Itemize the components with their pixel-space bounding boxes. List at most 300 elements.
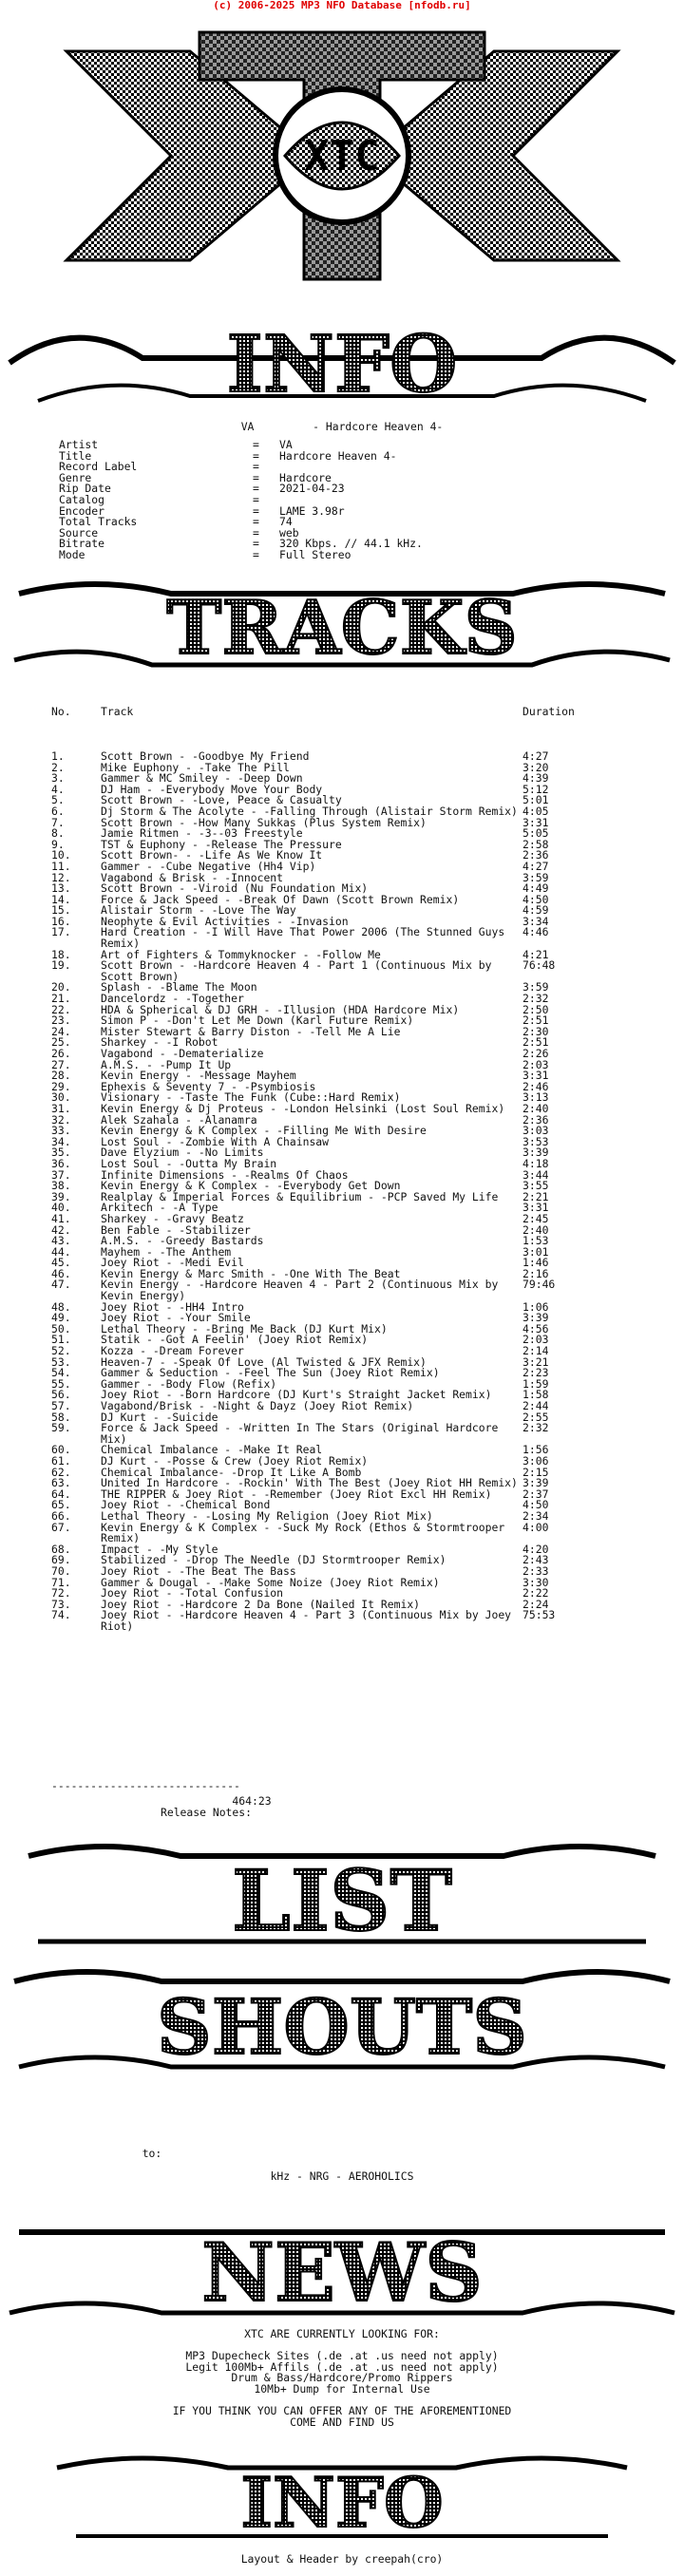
track-duration: 2:30 xyxy=(522,1024,549,1038)
track-number: 53. xyxy=(51,1354,71,1369)
info-equals: = xyxy=(253,537,259,551)
track-number: 11. xyxy=(51,859,71,873)
info-key: Artist xyxy=(59,438,99,451)
track-number: 22. xyxy=(51,1002,71,1016)
xtc-logo-art xyxy=(0,13,684,298)
track-number: 57. xyxy=(51,1399,71,1412)
track-number: 44. xyxy=(51,1244,71,1259)
track-duration: 2:26 xyxy=(522,1047,549,1060)
release-title-line: VA - Hardcore Heaven 4- xyxy=(240,420,444,433)
info-key: Mode xyxy=(59,547,86,561)
track-title: Scott Brown- - -Life As We Know It xyxy=(101,848,323,862)
info-row xyxy=(59,492,423,506)
track-title: Dj Storm & The Acolyte - -Falling Through (Alistair Storm Remix) xyxy=(101,804,518,818)
track-duration: 5:12 xyxy=(522,782,549,796)
track-number: 60. xyxy=(51,1443,71,1457)
track-duration: 3:39 xyxy=(522,1476,549,1490)
track-duration: 4:05 xyxy=(522,804,549,818)
track-title: Kevin Energy & Marc Smith - -One With The Beat xyxy=(101,1266,401,1280)
track-title: Vagabond/Brisk - -Night & Dayz (Joey Riot Remix) xyxy=(101,1399,414,1412)
track-title: Sharkey - -I Robot xyxy=(101,1035,218,1050)
nfodb-copyright-link[interactable]: (c) 2006-2025 MP3 NFO Database [nfodb.ru] xyxy=(213,0,471,11)
track-title: DJ Kurt - -Suicide xyxy=(101,1410,218,1424)
track-number: 46. xyxy=(51,1266,71,1280)
info-key: Total Tracks xyxy=(59,515,138,529)
info-value: VA xyxy=(279,438,293,451)
info-equals: = xyxy=(253,515,259,529)
track-title: Dave Elyzium - -No Limits xyxy=(101,1146,264,1160)
info-row xyxy=(59,517,423,528)
info-value: Hardcore xyxy=(279,470,332,484)
track-title: Stabilized - -Drop The Needle (DJ Stormtrooper Remix) xyxy=(101,1553,446,1567)
track-duration: 2:24 xyxy=(522,1597,549,1611)
info-row xyxy=(59,483,423,495)
track-duration: 76:48 xyxy=(522,958,556,973)
track-title: Chemical Imbalance - -Make It Real xyxy=(101,1443,323,1457)
track-duration: 2:22 xyxy=(522,1586,549,1601)
track-number: 65. xyxy=(51,1498,71,1512)
track-title: Gammer & Seduction - -Feel The Sun (Joey Riot Remix) xyxy=(101,1366,440,1380)
track-number: 17. xyxy=(51,925,71,939)
track-title: Alistair Storm - -Love The Way xyxy=(101,903,296,918)
track-duration: 3:03 xyxy=(522,1124,549,1138)
release-info-block xyxy=(59,440,423,561)
track-duration: 4:27 xyxy=(522,748,549,763)
track-title: Gammer - -Body Flow (Refix) xyxy=(101,1376,277,1391)
total-separator: ----------------------------- xyxy=(51,1779,240,1792)
track-row xyxy=(51,960,659,982)
track-title: Scott Brown - -Love, Peace & Casualty xyxy=(101,793,342,807)
track-title: Kozza - -Dream Forever xyxy=(101,1344,244,1358)
track-duration: 3:13 xyxy=(522,1090,549,1105)
track-number: 4. xyxy=(51,782,65,796)
track-number: 59. xyxy=(51,1421,71,1435)
track-number: 32. xyxy=(51,1112,71,1127)
info-row xyxy=(59,539,423,550)
track-title: United In Hardcore - -Rockin' With The Best (Joey Riot HH Remix) xyxy=(101,1476,518,1490)
info-equals: = xyxy=(253,492,259,506)
track-number: 48. xyxy=(51,1299,71,1314)
track-duration: 2:58 xyxy=(522,837,549,851)
track-title: Joey Riot - -HH4 Intro xyxy=(101,1299,244,1314)
track-number: 8. xyxy=(51,826,65,841)
track-row xyxy=(51,1423,659,1445)
track-number: 13. xyxy=(51,881,71,896)
track-number: 25. xyxy=(51,1035,71,1050)
track-duration: 2:45 xyxy=(522,1211,549,1225)
track-duration: 2:16 xyxy=(522,1266,549,1280)
track-title: Joey Riot - -Born Hardcore (DJ Kurt's Straight Jacket Remix) xyxy=(101,1388,492,1402)
track-title: Art of Fighters & Tommyknocker - -Follow Me xyxy=(101,947,381,961)
track-number: 20. xyxy=(51,980,71,994)
track-number: 63. xyxy=(51,1476,71,1490)
track-title: A.M.S. - -Pump It Up xyxy=(101,1057,232,1071)
track-number: 26. xyxy=(51,1047,71,1060)
track-number: 71. xyxy=(51,1575,71,1589)
track-number: 18. xyxy=(51,947,71,961)
info-key: Genre xyxy=(59,470,92,484)
track-title: Joey Riot - -Medi Evil xyxy=(101,1256,244,1270)
track-title: Kevin Energy & K Complex - -Filling Me With Desire xyxy=(101,1124,427,1138)
track-duration: 3:53 xyxy=(522,1134,549,1148)
track-title: Scott Brown - -Goodbye My Friend xyxy=(101,748,310,763)
track-duration: 1:59 xyxy=(522,1376,549,1391)
track-number: 64. xyxy=(51,1487,71,1501)
track-number: 47. xyxy=(51,1278,71,1292)
track-number: 70. xyxy=(51,1563,71,1578)
track-number: 36. xyxy=(51,1156,71,1170)
track-number: 24. xyxy=(51,1024,71,1038)
track-duration: 3:30 xyxy=(522,1575,549,1589)
track-number: 27. xyxy=(51,1057,71,1071)
track-number: 10. xyxy=(51,848,71,862)
track-duration: 2:36 xyxy=(522,1112,549,1127)
track-duration: 2:44 xyxy=(522,1399,549,1412)
track-number: 9. xyxy=(51,837,65,851)
track-title: Mike Euphony - -Take The Pill xyxy=(101,760,290,774)
info-equals: = xyxy=(253,547,259,561)
track-number: 19. xyxy=(51,958,71,973)
track-duration: 4:46 xyxy=(522,925,549,939)
info-key: Source xyxy=(59,525,99,540)
track-title: Joey Riot - -Hardcore Heaven 4 - Part 3 (Continuous Mix by Joey Riot) xyxy=(101,1608,518,1633)
track-number: 51. xyxy=(51,1333,71,1347)
list-banner-text: LIST xyxy=(231,1851,453,1950)
track-duration: 3:21 xyxy=(522,1354,549,1369)
track-title: Alek Szahala - -Alanamra xyxy=(101,1112,257,1127)
track-title: HDA & Spherical & DJ GRH - -Illusion (HDA Hardcore Mix) xyxy=(101,1002,460,1016)
track-number: 72. xyxy=(51,1586,71,1601)
info-equals: = xyxy=(253,503,259,518)
track-duration: 2:34 xyxy=(522,1508,549,1523)
news-line: Drum & Bass/Hardcore/Promo Rippers xyxy=(231,2371,453,2385)
track-title: Neophyte & Evil Activities - -Invasion xyxy=(101,914,349,928)
track-number: 40. xyxy=(51,1201,71,1215)
track-number: 30. xyxy=(51,1090,71,1105)
track-number: 31. xyxy=(51,1101,71,1115)
track-number: 43. xyxy=(51,1234,71,1248)
track-duration: 75:53 xyxy=(522,1608,556,1622)
total-duration: 464:23 xyxy=(232,1794,272,1808)
track-title: Force & Jack Speed - -Break Of Dawn (Scott Brown Remix) xyxy=(101,892,460,906)
track-duration: 1:53 xyxy=(522,1234,549,1248)
tracklist xyxy=(51,685,659,1643)
track-title: Mayhem - -The Anthem xyxy=(101,1244,232,1259)
track-title: Hard Creation - -I Will Have That Power 2006 (The Stunned Guys Remix) xyxy=(101,925,512,951)
track-number: 68. xyxy=(51,1542,71,1556)
track-duration: 5:05 xyxy=(522,826,549,841)
track-title: Scott Brown - -How Many Sukkas (Plus System Remix) xyxy=(101,815,427,829)
tracks-banner-text: TRACKS xyxy=(166,585,518,672)
col-no-header: No. xyxy=(51,705,71,719)
track-duration: 1:06 xyxy=(522,1299,549,1314)
track-number: 2. xyxy=(51,760,65,774)
track-duration: 1:56 xyxy=(522,1443,549,1457)
track-duration: 3:01 xyxy=(522,1244,549,1259)
track-duration: 3:31 xyxy=(522,1069,549,1083)
info-value: 320 Kbps. // 44.1 kHz. xyxy=(279,537,423,551)
track-title: Ben Fable - -Stabilizer xyxy=(101,1222,251,1237)
shouts-list: kHz - NRG - AEROHOLICS xyxy=(270,2169,414,2183)
track-title: Ephexis & Seventy 7 - -Psymbiosis xyxy=(101,1079,316,1093)
track-duration: 4:21 xyxy=(522,947,549,961)
news-text xyxy=(0,2329,684,2428)
list-banner-art xyxy=(0,1837,684,1951)
track-duration: 79:46 xyxy=(522,1278,556,1292)
logo-letters: XTC xyxy=(304,132,380,180)
track-duration: 4:20 xyxy=(522,1542,549,1556)
news-banner-art xyxy=(0,2213,684,2323)
tracklist-header xyxy=(51,707,659,718)
track-number: 56. xyxy=(51,1388,71,1402)
track-number: 1. xyxy=(51,748,65,763)
track-duration: 3:31 xyxy=(522,815,549,829)
track-duration: 2:46 xyxy=(522,1079,549,1093)
info-equals: = xyxy=(253,460,259,474)
track-number: 6. xyxy=(51,804,65,818)
track-title: Kevin Energy - -Message Mayhem xyxy=(101,1069,296,1083)
track-title: Joey Riot - -Chemical Bond xyxy=(101,1498,271,1512)
track-duration: 3:59 xyxy=(522,980,549,994)
track-duration: 2:36 xyxy=(522,848,549,862)
track-duration: 3:39 xyxy=(522,1311,549,1325)
news-line: 10Mb+ Dump for Internal Use xyxy=(254,2381,430,2396)
footer-info-text: INFO xyxy=(240,2462,444,2543)
track-title: Heaven-7 - -Speak Of Love (Al Twisted & JFX Remix) xyxy=(101,1354,427,1369)
track-title: Splash - -Blame The Moon xyxy=(101,980,257,994)
info-key: Rip Date xyxy=(59,482,111,496)
track-number: 55. xyxy=(51,1376,71,1391)
track-number: 67. xyxy=(51,1520,71,1534)
track-row xyxy=(51,1520,659,1545)
track-duration: 2:51 xyxy=(522,1013,549,1028)
track-title: Mister Stewart & Barry Diston - -Tell Me A Lie xyxy=(101,1024,401,1038)
track-number: 23. xyxy=(51,1013,71,1028)
track-number: 69. xyxy=(51,1553,71,1567)
track-title: Vagabond - -Dematerialize xyxy=(101,1047,264,1060)
track-number: 66. xyxy=(51,1508,71,1523)
info-value: Full Stereo xyxy=(279,547,352,561)
track-title: Force & Jack Speed - -Written In The Stars (Original Hardcore Mix) xyxy=(101,1421,505,1446)
news-line: XTC ARE CURRENTLY LOOKING FOR: xyxy=(244,2327,440,2340)
track-title: Visionary - -Taste The Funk (Cube::Hard Remix) xyxy=(101,1090,401,1105)
track-duration: 4:00 xyxy=(522,1520,549,1534)
track-duration: 5:01 xyxy=(522,793,549,807)
track-number: 14. xyxy=(51,892,71,906)
news-line: MP3 Dupecheck Sites (.de .at .us need not apply) xyxy=(185,2349,499,2363)
track-title: Gammer - -Cube Negative (Hh4 Vip) xyxy=(101,859,316,873)
track-title: Kevin Energy & K Complex - -Everybody Get Down xyxy=(101,1179,401,1193)
info-value: 74 xyxy=(279,515,293,529)
track-duration: 2:15 xyxy=(522,1465,549,1479)
track-number: 21. xyxy=(51,992,71,1006)
track-number: 33. xyxy=(51,1124,71,1138)
info-equals: = xyxy=(253,525,259,540)
track-title: Kevin Energy & Dj Proteus - -London Helsinki (Lost Soul Remix) xyxy=(101,1101,505,1115)
col-duration-header: Duration xyxy=(522,705,575,719)
track-duration: 2:14 xyxy=(522,1344,549,1358)
track-title: Sharkey - -Gravy Beatz xyxy=(101,1211,244,1225)
track-number: 29. xyxy=(51,1079,71,1093)
track-row xyxy=(51,927,659,949)
track-duration: 1:58 xyxy=(522,1388,549,1402)
track-duration: 2:40 xyxy=(522,1222,549,1237)
shouts-to-label: to: xyxy=(142,2147,162,2160)
track-duration: 2:23 xyxy=(522,1366,549,1380)
tracks-banner-art xyxy=(0,570,684,674)
track-title: Scott Brown - -Viroid (Nu Foundation Mix) xyxy=(101,881,369,896)
col-track-header: Track xyxy=(101,705,134,719)
track-title: Chemical Imbalance- -Drop It Like A Bomb xyxy=(101,1465,362,1479)
news-banner-text: NEWS xyxy=(201,2226,483,2320)
track-duration: 2:03 xyxy=(522,1333,549,1347)
track-number: 52. xyxy=(51,1344,71,1358)
track-number: 7. xyxy=(51,815,65,829)
info-equals: = xyxy=(253,438,259,451)
release-notes-label: Release Notes: xyxy=(160,1806,252,1819)
track-number: 39. xyxy=(51,1189,71,1203)
track-number: 74. xyxy=(51,1608,71,1622)
track-duration: 2:50 xyxy=(522,1002,549,1016)
info-key: Catalog xyxy=(59,492,105,506)
track-duration: 3:20 xyxy=(522,760,549,774)
track-title: Dancelordz - -Together xyxy=(101,992,244,1006)
track-title: Simon P - -Don't Let Me Down (Karl Future Remix) xyxy=(101,1013,414,1028)
info-row xyxy=(59,470,423,484)
track-title: Realplay & Imperial Forces & Equilibrium - -PCP Saved My Life xyxy=(101,1189,499,1203)
track-duration: 3:44 xyxy=(522,1167,549,1182)
info-banner-art xyxy=(0,306,684,418)
info-row xyxy=(59,462,423,473)
track-number: 61. xyxy=(51,1453,71,1468)
track-number: 34. xyxy=(51,1134,71,1148)
track-title: TST & Euphony - -Release The Pressure xyxy=(101,837,342,851)
track-duration: 1:46 xyxy=(522,1256,549,1270)
track-title: Scott Brown - -Hardcore Heaven 4 - Part 1 (Continuous Mix by Scott Brown) xyxy=(101,958,499,983)
track-title: Joey Riot - -The Beat The Bass xyxy=(101,1563,296,1578)
info-key: Bitrate xyxy=(59,537,105,551)
news-line: IF YOU THINK YOU CAN OFFER ANY OF THE AFOREMENTIONED xyxy=(172,2404,512,2418)
track-number: 49. xyxy=(51,1311,71,1325)
track-number: 42. xyxy=(51,1222,71,1237)
track-duration: 4:56 xyxy=(522,1321,549,1335)
track-title: THE RIPPER & Joey Riot - -Remember (Joey Riot Excl HH Remix) xyxy=(101,1487,492,1501)
info-key: Title xyxy=(59,448,92,463)
info-key: Encoder xyxy=(59,503,105,518)
track-number: 37. xyxy=(51,1167,71,1182)
track-number: 41. xyxy=(51,1211,71,1225)
track-number: 54. xyxy=(51,1366,71,1380)
track-duration: 2:37 xyxy=(522,1487,549,1501)
track-title: Joey Riot - -Total Confusion xyxy=(101,1586,284,1601)
track-title: Vagabond & Brisk - -Innocent xyxy=(101,870,284,884)
track-duration: 4:50 xyxy=(522,1498,549,1512)
track-number: 38. xyxy=(51,1179,71,1193)
track-duration: 4:27 xyxy=(522,859,549,873)
track-duration: 4:59 xyxy=(522,903,549,918)
track-title: Jamie Ritmen - -3--03 Freestyle xyxy=(101,826,303,841)
track-title: Lost Soul - -Zombie With A Chainsaw xyxy=(101,1134,330,1148)
track-number: 45. xyxy=(51,1256,71,1270)
track-duration: 3:34 xyxy=(522,914,549,928)
track-duration: 2:33 xyxy=(522,1563,549,1578)
track-duration: 2:55 xyxy=(522,1410,549,1424)
tracklist-rows xyxy=(51,748,659,1633)
layout-credit: Layout & Header by creepah(cro) xyxy=(240,2552,444,2566)
info-equals: = xyxy=(253,448,259,463)
track-title: Infinite Dimensions - -Realms Of Chaos xyxy=(101,1167,349,1182)
track-duration: 3:39 xyxy=(522,1146,549,1160)
track-title: Statik - -Got A Feelin' (Joey Riot Remix) xyxy=(101,1333,369,1347)
track-number: 5. xyxy=(51,793,65,807)
track-number: 12. xyxy=(51,870,71,884)
info-equals: = xyxy=(253,482,259,496)
track-duration: 3:06 xyxy=(522,1453,549,1468)
track-number: 3. xyxy=(51,771,65,786)
track-title: Gammer & MC Smiley - -Deep Down xyxy=(101,771,303,786)
track-title: Joey Riot - -Hardcore 2 Da Bone (Nailed It Remix) xyxy=(101,1597,421,1611)
info-value: LAME 3.98r xyxy=(279,503,345,518)
track-duration: 2:21 xyxy=(522,1189,549,1203)
news-line: Legit 100Mb+ Affils (.de .at .us need not apply) xyxy=(185,2359,499,2374)
info-banner-text: INFO xyxy=(226,319,458,410)
track-title: Lethal Theory - -Bring Me Back (DJ Kurt Mix) xyxy=(101,1321,388,1335)
track-number: 62. xyxy=(51,1465,71,1479)
news-line: COME AND FIND US xyxy=(290,2415,394,2429)
track-title: Kevin Energy & K Complex - -Suck My Rock (Ethos & Stormtrooper Remix) xyxy=(101,1520,512,1545)
track-title: DJ Kurt - -Posse & Crew (Joey Riot Remix) xyxy=(101,1453,369,1468)
track-number: 50. xyxy=(51,1321,71,1335)
info-value: Hardcore Heaven 4- xyxy=(279,448,397,463)
info-row xyxy=(59,547,423,561)
track-duration: 2:03 xyxy=(522,1057,549,1071)
info-value: 2021-04-23 xyxy=(279,482,345,496)
track-row xyxy=(51,1279,659,1301)
info-value: web xyxy=(279,525,299,540)
track-title: A.M.S. - -Greedy Bastards xyxy=(101,1234,264,1248)
track-number: 58. xyxy=(51,1410,71,1424)
track-number: 73. xyxy=(51,1597,71,1611)
track-title: Lethal Theory - -Losing My Religion (Joey Riot Mix) xyxy=(101,1508,433,1523)
track-duration: 2:32 xyxy=(522,992,549,1006)
track-title: Lost Soul - -Outta My Brain xyxy=(101,1156,277,1170)
track-duration: 4:50 xyxy=(522,892,549,906)
track-number: 16. xyxy=(51,914,71,928)
track-number: 15. xyxy=(51,903,71,918)
track-duration: 2:40 xyxy=(522,1101,549,1115)
track-number: 28. xyxy=(51,1069,71,1083)
track-title: Kevin Energy - -Hardcore Heaven 4 - Part 2 (Continuous Mix by Kevin Energy) xyxy=(101,1278,505,1303)
track-duration: 2:43 xyxy=(522,1553,549,1567)
shouts-banner-art xyxy=(0,1962,684,2076)
track-duration: 3:55 xyxy=(522,1179,549,1193)
track-duration: 3:59 xyxy=(522,870,549,884)
info-key: Record Label xyxy=(59,460,138,474)
track-duration: 3:31 xyxy=(522,1201,549,1215)
track-title: DJ Ham - -Everybody Move Your Body xyxy=(101,782,323,796)
track-title: Arkitech - -A Type xyxy=(101,1201,218,1215)
track-title: Gammer & Dougal - -Make Some Noize (Joey Riot Remix) xyxy=(101,1575,440,1589)
info-equals: = xyxy=(253,470,259,484)
track-duration: 4:18 xyxy=(522,1156,549,1170)
track-title: Joey Riot - -Your Smile xyxy=(101,1311,251,1325)
footer-info-art xyxy=(0,2449,684,2544)
shouts-banner-text: SHOUTS xyxy=(156,1982,528,2072)
track-duration: 4:49 xyxy=(522,881,549,896)
track-duration: 4:39 xyxy=(522,771,549,786)
track-duration: 2:51 xyxy=(522,1035,549,1050)
track-row xyxy=(51,1610,659,1632)
